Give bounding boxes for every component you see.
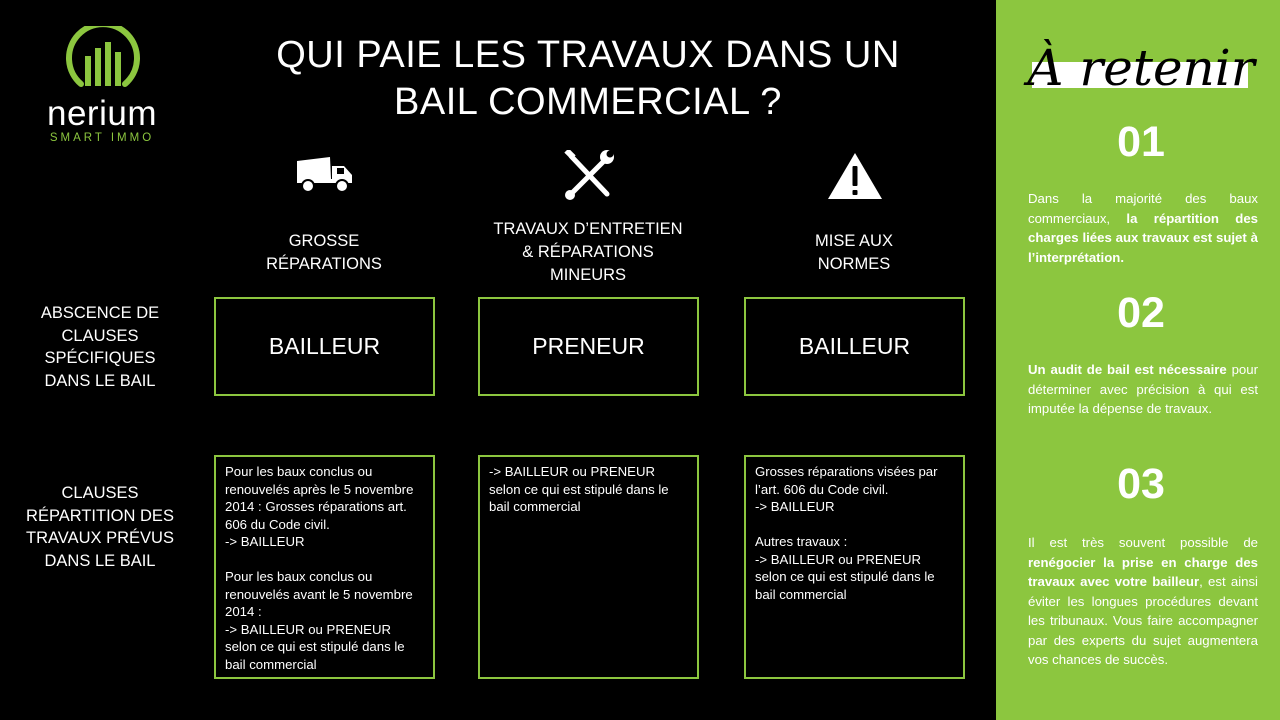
cell-absence-entretien: PRENEUR [478,297,699,396]
column-header-line: NORMES [817,255,891,273]
wrench-screwdriver-icon [563,150,615,200]
column-header-line: & RÉPARATIONS [522,243,654,261]
column-header-mise-aux-normes [744,230,964,276]
takeaway-number: 03 [1117,460,1165,508]
cell-clauses-grosses-reparations: Pour les baux conclus ou renouvelés après le 5 novembre 2014 : Grosses réparations art. 606 du Code civil. -> BAILLEUR Pour les baux conclus ou renouvelés avant le 5 novembre 2014 : -> BAILLEUR ou PRENEUR selon ce qui est stipulé dans le bail commercial [214,455,435,679]
takeaway-text-bold: Un audit de bail est nécessaire [1028,362,1227,377]
column-header-line: MINEURS [549,266,627,284]
logo-tagline: SMART IMMO [49,132,155,144]
panel-heading: À retenir [1027,39,1255,97]
takeaway-text-normal: , est ainsi éviter les longues procédures devant les tribunaux. Vous faire accompagner par des experts du sujet augmentera vos chances de succès. [1028,574,1258,667]
column-header-line: RÉPARATIONS [266,255,382,273]
row-label-clauses-repartition [15,482,185,572]
row-label-line: CLAUSES [61,484,139,502]
row-label-line: ABSCENCE DE [40,304,160,322]
logo-mark-icon [65,26,141,92]
cell-absence-grosses-reparations: BAILLEUR [214,297,435,396]
truck-icon [296,157,354,193]
logo-wordmark: nerium [47,94,157,133]
column-header-grosse-reparations [214,230,434,276]
cell-absence-mise-aux-normes: BAILLEUR [744,297,965,396]
column-header-entretien [468,218,708,287]
cell-clauses-mise-aux-normes: Grosses réparations visées par l’art. 606 du Code civil. -> BAILLEUR Autres travaux : -> BAILLEUR ou PRENEUR selon ce qui est stipulé dans le bail commercial [744,455,965,679]
takeaway-text-bold: renégocier la prise en charge des travaux avec votre bailleur [1028,554,1258,589]
takeaways-panel [996,0,1280,720]
takeaway-number: 02 [1117,289,1165,337]
column-header-line: TRAVAUX D’ENTRETIEN [493,220,683,238]
takeaway-text-normal: pour déterminer avec précision à qui est imputée la dépense de travaux. [1028,362,1258,416]
column-header-line: MISE AUX [815,232,893,250]
row-label-absence-clauses [15,302,185,392]
takeaway-text [1028,360,1258,419]
title-line-1: QUI PAIE LES TRAVAUX DANS UN [276,34,900,76]
takeaway-text [1028,533,1258,670]
page-title [230,32,946,126]
takeaway-text-normal: Dans la majorité des baux commerciaux, [1028,191,1258,226]
takeaway-number: 01 [1117,118,1165,166]
takeaway-text-normal: Il est très souvent possible de [1028,535,1258,550]
title-line-2: BAIL COMMERCIAL ? [394,81,782,123]
takeaway-text [1028,189,1258,267]
row-label-line: TRAVAUX PRÉVUS [26,529,174,547]
takeaway-text-bold: la répartition des charges liées aux travaux est sujet à l’interprétation. [1028,210,1258,265]
cell-clauses-entretien: -> BAILLEUR ou PRENEUR selon ce qui est stipulé dans le bail commercial [478,455,699,679]
row-label-line: SPÉCIFIQUES [44,349,156,367]
row-label-line: DANS LE BAIL [44,371,156,390]
warning-icon [827,152,883,200]
logo [28,26,178,146]
column-header-line: GROSSE [288,232,360,250]
row-label-line: DANS LE BAIL [44,551,156,570]
row-label-line: CLAUSES [61,326,139,345]
row-label-line: RÉPARTITION DES [26,506,174,525]
